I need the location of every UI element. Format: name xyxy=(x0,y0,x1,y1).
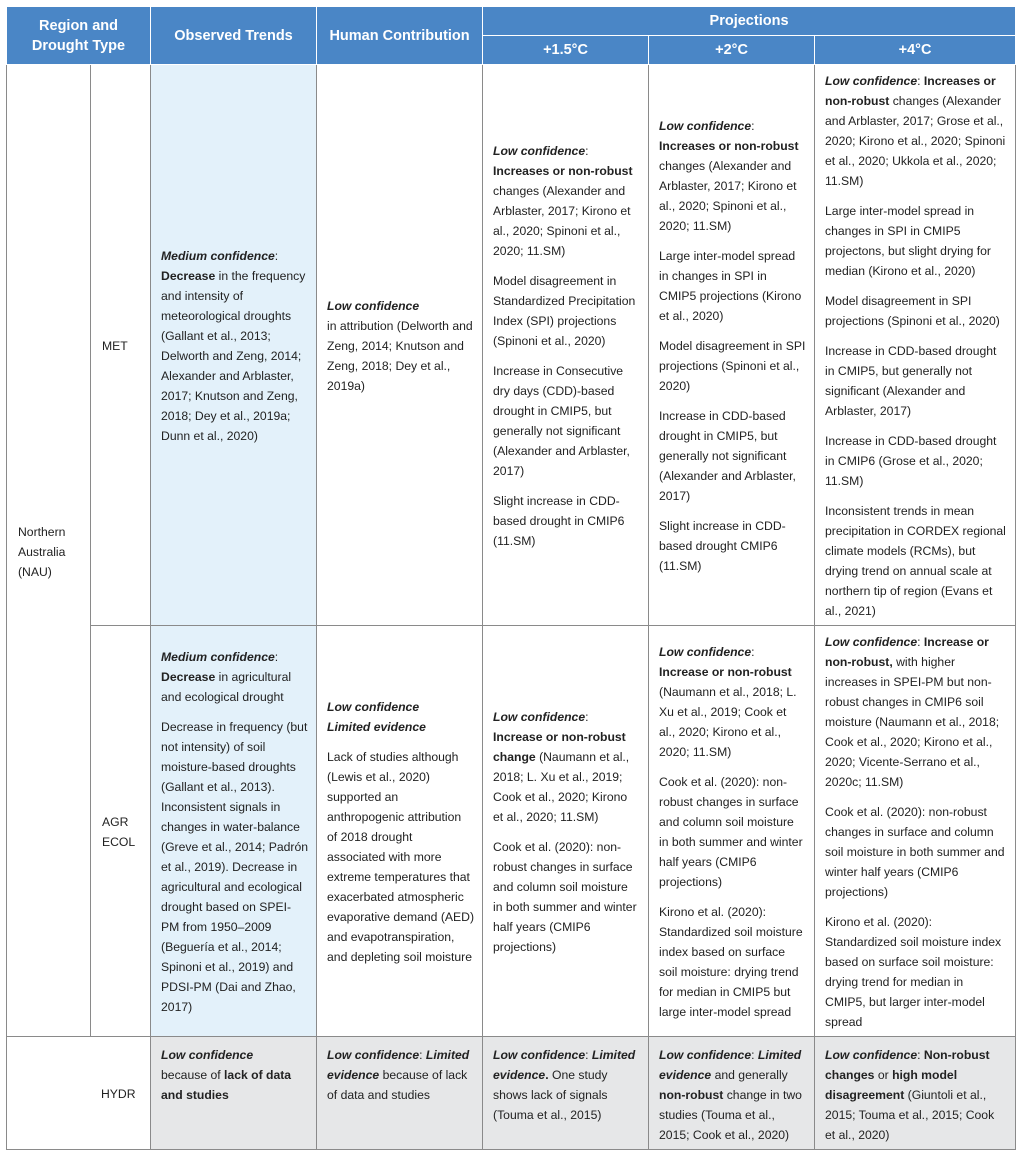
met-p15-paragraph-3: Increase in Consecutive dry days (CDD)-based drought in CMIP5, but generally not significant (Alexander and Arblaster, 2017) xyxy=(493,364,630,478)
drought-type-hydr: HYDR xyxy=(7,1037,151,1150)
agr-p4-paragraph-1: Low confidence: Increase or non-robust, with higher increases in SPEI-PM but non-robust changes in CMIP6 soil moisture (Naumann et al., 2018; Cook et al., 2020; Kirono et al., 2020; Vicente-Serrano et al., 2020c; 11.SM) xyxy=(825,635,1000,789)
header-region-drought-type: Region and Drought Type xyxy=(7,7,151,65)
drought-assessment-table-wrapper xyxy=(6,6,1015,1142)
met-p4-paragraph-5: Increase in CDD-based drought in CMIP6 (Grose et al., 2020; 11.SM) xyxy=(825,434,997,488)
met-p2-paragraph-5: Slight increase in CDD-based drought CMIP6 (11.SM) xyxy=(659,519,786,573)
met-observed-cell xyxy=(151,65,317,626)
met-p15-paragraph-4: Slight increase in CDD-based drought in CMIP6 (11.SM) xyxy=(493,494,625,548)
agr-p15-paragraph-2: Cook et al. (2020): non-robust changes in surface and column soil moisture in both summer and winter half years (CMIP6 projections) xyxy=(493,840,637,954)
drought-assessment-table xyxy=(6,6,1016,1150)
header-observed-trends: Observed Trends xyxy=(151,7,317,65)
header-projection-4c: +4°C xyxy=(815,36,1016,65)
region-label: Northern Australia (NAU) xyxy=(18,524,66,579)
header-projection-1-5c: +1.5°C xyxy=(483,36,649,65)
met-p4-paragraph-2: Large inter-model spread in changes in SPI in CMIP5 projectons, but slight drying for median (Kirono et al., 2020) xyxy=(825,204,991,278)
met-p4-paragraph-1: Low confidence: Increases or non-robust changes (Alexander and Arblaster, 2017; Grose et al., 2020; Kirono et al., 2020; Spinoni et al., 2020; Ukkola et al., 2020; 11.SM) xyxy=(825,74,1006,188)
met-p4-cell xyxy=(815,65,1016,626)
met-p15-cell xyxy=(483,65,649,626)
met-p15-paragraph-2: Model disagreement in Standardized Precipitation Index (SPI) projections (Spinoni et al., 2020) xyxy=(493,274,636,348)
agr-p2-paragraph-1: Low confidence: Increase or non-robust (Naumann et al., 2018; L. Xu et al., 2019; Cook et al., 2020; Kirono et al., 2020; 11.SM) xyxy=(659,645,797,759)
drought-type-met: MET xyxy=(91,65,151,626)
met-p2-paragraph-3: Model disagreement in SPI projections (Spinoni et al., 2020) xyxy=(659,339,806,393)
agr-p2-paragraph-3: Kirono et al. (2020): Standardized soil moisture index based on surface soil moisture: drying trend for median in CMIP5 but large inter-model spread xyxy=(659,905,803,1019)
header-projections: Projections xyxy=(483,7,1016,36)
agr-p4-cell xyxy=(815,626,1016,1037)
met-p15-paragraph-1: Low confidence: Increases or non-robust changes (Alexander and Arblaster, 2017; Kirono et al., 2020; Spinoni et al., 2020; 11.SM) xyxy=(493,144,633,258)
agr-p15-cell xyxy=(483,626,649,1037)
met-human-cell xyxy=(317,65,483,626)
agr-human-paragraph-2: Lack of studies although (Lewis et al., 2020) supported an anthropogenic attribution of 2018 drought associated with more extreme temperatures that exacerbated atmospheric evaporative demand (AED) and evapotranspiration, and depleting soil moisture xyxy=(327,750,475,964)
met-p4-paragraph-4: Increase in CDD-based drought in CMIP5, but generally not significant (Alexander and Arblaster, 2017) xyxy=(825,344,997,418)
hydr-p4-cell: Low confidence: Non-robust changes or high model disagreement (Giuntoli et al., 2015; Touma et al., 2015; Cook et al., 2020) xyxy=(815,1037,1016,1150)
table-row-agr-ecol xyxy=(7,626,1016,1037)
met-p4-paragraph-3: Model disagreement in SPI projections (Spinoni et al., 2020) xyxy=(825,294,1000,328)
met-p2-cell xyxy=(649,65,815,626)
agr-p2-cell xyxy=(649,626,815,1037)
hydr-observed-cell: Low confidence because of lack of data and studies xyxy=(151,1037,317,1150)
met-p2-paragraph-4: Increase in CDD-based drought in CMIP5, but generally not significant (Alexander and Arblaster, 2017) xyxy=(659,409,796,503)
agr-observed-paragraph-1: Medium confidence: Decrease in agricultural and ecological drought xyxy=(161,650,292,704)
agr-p2-paragraph-2: Cook et al. (2020): non-robust changes in surface and column soil moisture in both summer and winter half years (CMIP6 projections) xyxy=(659,775,803,889)
hydr-human-cell: Low confidence: Limited evidence because of lack of data and studies xyxy=(317,1037,483,1150)
hydr-p15-cell: Low confidence: Limited evidence. One study shows lack of signals (Touma et al., 2015) xyxy=(483,1037,649,1150)
table-row-met xyxy=(7,65,1016,626)
agr-p4-paragraph-3: Kirono et al. (2020): Standardized soil moisture index based on surface soil moisture: drying trend for median in CMIP5, but larger inter-model spread xyxy=(825,915,1002,1029)
agr-human-paragraph-1: Low confidence Limited evidence xyxy=(327,700,426,734)
agr-observed-cell xyxy=(151,626,317,1037)
agr-p15-paragraph-1: Low confidence: Increase or non-robust change (Naumann et al., 2018; L. Xu et al., 2019; Cook et al., 2020; Kirono et al., 2020; 11.SM) xyxy=(493,710,630,824)
met-p4-paragraph-6: Inconsistent trends in mean precipitation in CORDEX regional climate models (RCMs), but drying trend on annual scale at northern tip of region (Evans et al., 2021) xyxy=(825,504,1006,618)
table-row-hydr xyxy=(7,1037,1016,1150)
header-projection-2c: +2°C xyxy=(649,36,815,65)
met-p2-paragraph-2: Large inter-model spread in changes in SPI in CMIP5 projections (Kirono et al., 2020) xyxy=(659,249,802,323)
agr-observed-paragraph-2: Decrease in frequency (but not intensity) of soil moisture-based droughts (Gallant et al., 2013). Inconsistent signals in changes in water-balance (Greve et al., 2014; Padrón et al., 2019). Decrease in agricultural and ecological drought based on SPEI-PM from 1950–2009 (Beguería et al., 2014; Spinoni et al., 2019) and PDSI-PM (Dai and Zhao, 2017) xyxy=(161,720,309,1014)
agr-human-cell xyxy=(317,626,483,1037)
region-cell xyxy=(7,65,91,1037)
agr-p4-paragraph-2: Cook et al. (2020): non-robust changes in surface and column soil moisture in both summer and winter half years (CMIP6 projections) xyxy=(825,805,1005,899)
met-p2-paragraph-1: Low confidence: Increases or non-robust changes (Alexander and Arblaster, 2017; Kirono et al., 2020; Spinoni et al., 2020; 11.SM) xyxy=(659,119,799,233)
header-human-contribution: Human Contribution xyxy=(317,7,483,65)
met-human-paragraph: Low confidence in attribution (Delworth and Zeng, 2014; Knutson and Zeng, 2018; Dey et al., 2019a) xyxy=(327,299,473,393)
drought-type-agr-ecol: AGR ECOL xyxy=(91,626,151,1037)
met-observed-paragraph: Medium confidence: Decrease in the frequency and intensity of meteorological droughts (Gallant et al., 2013; Delworth and Zeng, 2014; Alexander and Arblaster, 2017; Knutson and Zeng, 2018; Dey et al., 2019a; Dunn et al., 2020) xyxy=(161,249,306,443)
hydr-p2-cell: Low confidence: Limited evidence and generally non-robust change in two studies (Touma et al., 2015; Cook et al., 2020) xyxy=(649,1037,815,1150)
